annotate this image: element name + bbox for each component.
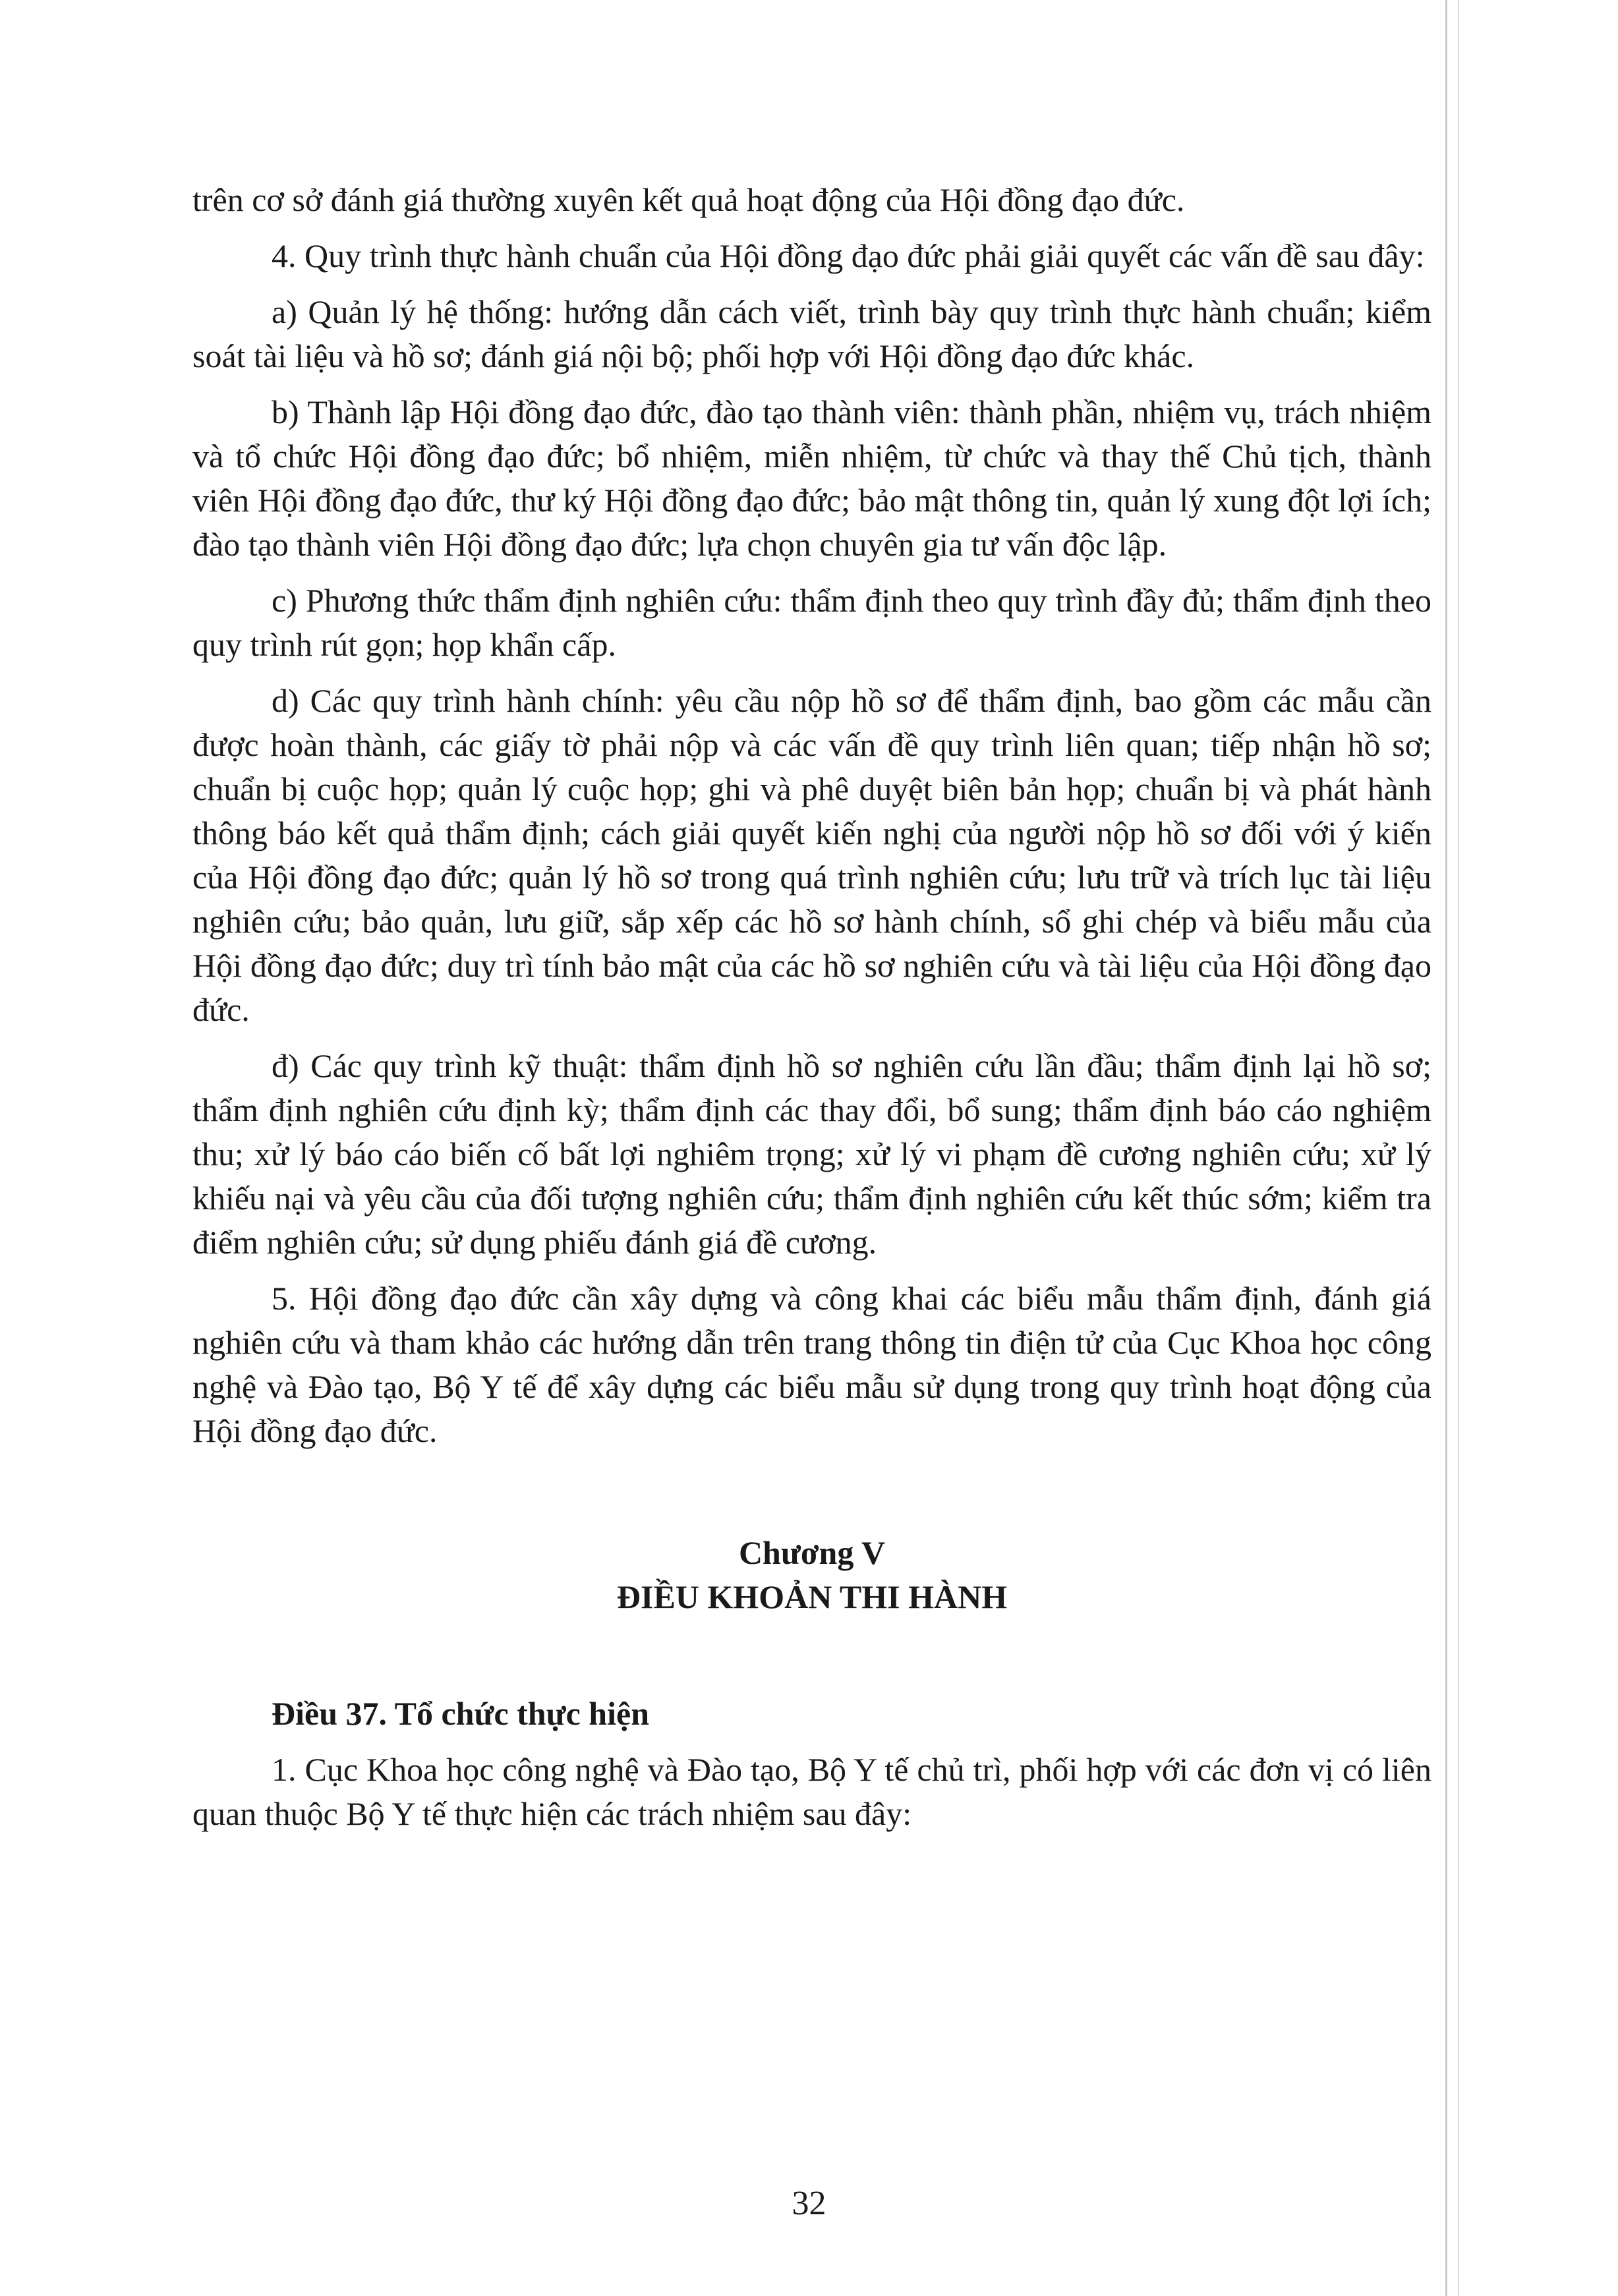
article-paragraph-1: 1. Cục Khoa học công nghệ và Đào tạo, Bộ Y tế chủ trì, phối hợp với các đơn vị có liên quan thuộc Bộ Y tế thực hiện các trách nhiệm sau đây: [192, 1751, 1431, 1832]
paragraph-item-4dd: đ) Các quy trình kỹ thuật: thẩm định hồ sơ nghiên cứu lần đầu; thẩm định lại hồ sơ; thẩm định nghiên cứu định kỳ; thẩm định các thay đổi, bổ sung; thẩm định báo cáo nghiệm thu; xử lý báo cáo biến cố bất lợi nghiêm trọng; xử lý vi phạm đề cương nghiên cứu; xử lý khiếu nại và yêu cầu của đối tượng nghiên cứu; thẩm định nghiên cứu kết thúc sớm; kiểm tra điểm nghiên cứu; sử dụng phiếu đánh giá đề cương. [192, 1047, 1431, 1261]
article-title: Điều 37. Tổ chức thực hiện [272, 1695, 649, 1732]
paragraph-item-4b: b) Thành lập Hội đồng đạo đức, đào tạo thành viên: thành phần, nhiệm vụ, trách nhiệm và tổ chức Hội đồng đạo đức; bổ nhiệm, miễn nhiệm, từ chức và thay thế Chủ tịch, thành viên Hội đồng đạo đức, thư ký Hội đồng đạo đức; bảo mật thông tin, quản lý xung đột lợi ích; đào tạo thành viên Hội đồng đạo đức; lựa chọn chuyên gia tư vấn độc lập. [192, 393, 1431, 563]
paragraph-item-4: 4. Quy trình thực hành chuẩn của Hội đồng đạo đức phải giải quyết các vấn đề sau đây: [272, 237, 1425, 274]
page-number: 32 [792, 2185, 826, 2222]
paragraph-continuation: trên cơ sở đánh giá thường xuyên kết quả hoạt động của Hội đồng đạo đức. [192, 181, 1185, 218]
paragraph-item-4d: d) Các quy trình hành chính: yêu cầu nộp hồ sơ để thẩm định, bao gồm các mẫu cần được hoàn thành, các giấy tờ phải nộp và các vấn đề quy trình liên quan; tiếp nhận hồ sơ; chuẩn bị cuộc họp; quản lý cuộc họp; ghi và phê duyệt biên bản họp; chuẩn bị và phát hành thông báo kết quả thẩm định; cách giải quyết kiến nghị của người nộp hồ sơ đối với ý kiến của Hội đồng đạo đức; quản lý hồ sơ trong quá trình nghiên cứu; lưu trữ và trích lục tài liệu nghiên cứu; bảo quản, lưu giữ, sắp xếp các hồ sơ hành chính, sổ ghi chép và biểu mẫu của Hội đồng đạo đức; duy trì tính bảo mật của các hồ sơ nghiên cứu và tài liệu của Hội đồng đạo đức. [192, 682, 1431, 1028]
document-body [192, 178, 1431, 1848]
paragraph-item-5: 5. Hội đồng đạo đức cần xây dựng và công khai các biểu mẫu thẩm định, đánh giá nghiên cứu và tham khảo các hướng dẫn trên trang thông tin điện tử của Cục Khoa học công nghệ và Đào tạo, Bộ Y tế để xây dựng các biểu mẫu sử dụng trong quy trình hoạt động của Hội đồng đạo đức. [192, 1280, 1431, 1449]
page-edge-line-secondary [1458, 0, 1459, 2296]
chapter-title: ĐIỀU KHOẢN THI HÀNH [616, 1578, 1008, 1615]
page-edge-line [1445, 0, 1447, 2296]
paragraph-item-4a: a) Quản lý hệ thống: hướng dẫn cách viết, trình bày quy trình thực hành chuẩn; kiểm soát tài liệu và hồ sơ; đánh giá nội bộ; phối hợp với Hội đồng đạo đức khác. [192, 293, 1431, 374]
chapter-number: Chương V [738, 1534, 886, 1571]
paragraph-item-4c: c) Phương thức thẩm định nghiên cứu: thẩm định theo quy trình đầy đủ; thẩm định theo quy trình rút gọn; họp khẩn cấp. [192, 582, 1431, 663]
chapter-heading [192, 1531, 1431, 1619]
